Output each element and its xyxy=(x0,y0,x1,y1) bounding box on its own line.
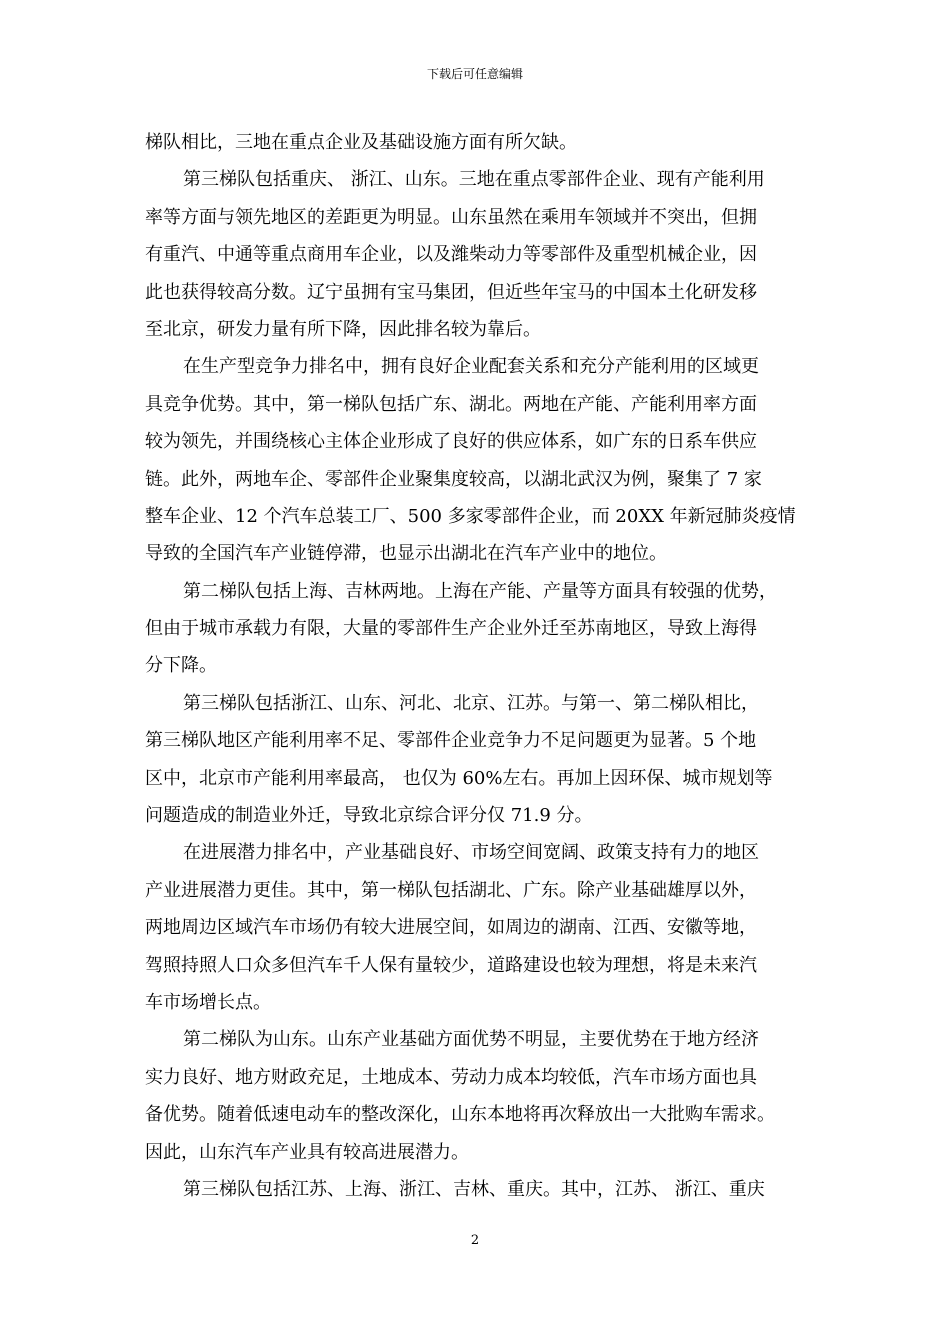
page-header: 下载后可任意编辑 xyxy=(426,67,523,81)
text-line: 产业进展潜力更佳。其中，第一梯队包括湖北、广东。除产业基础雄厚以外， xyxy=(145,879,757,901)
text-line: 分下降。 xyxy=(145,655,217,677)
text-line: 整车企业、12 个汽车总装工厂、500 多家零部件企业，而 20XX 年新冠肺炎疫情 xyxy=(145,505,796,527)
text-line: 车市场增长点。 xyxy=(145,991,271,1013)
text-line: 区中，北京市产能利用率最高， 也仅为 60%左右。再加上因环保、城市规划等 xyxy=(145,767,773,789)
text-line: 具竞争优势。其中，第一梯队包括广东、湖北。两地在产能、产能利用率方面 xyxy=(145,393,757,415)
text-line: 问题造成的制造业外迁，导致北京综合评分仅 71.9 分。 xyxy=(145,805,593,827)
text-line: 导致的全国汽车产业链停滞，也显示出湖北在汽车产业中的地位。 xyxy=(145,543,667,565)
page-number: 2 xyxy=(470,1233,480,1248)
paragraph-start-line: 在生产型竞争力排名中，拥有良好企业配套关系和充分产能利用的区域更 xyxy=(183,356,759,378)
text-line: 较为领先，并围绕核心主体企业形成了良好的供应体系，如广东的日系车供应 xyxy=(145,431,757,453)
text-line: 率等方面与领先地区的差距更为明显。山东虽然在乘用车领域并不突出，但拥 xyxy=(145,206,757,228)
text-line: 两地周边区域汽车市场仍有较大进展空间，如周边的湖南、江西、安徽等地， xyxy=(145,917,757,939)
text-line: 因此，山东汽车产业具有较高进展潜力。 xyxy=(145,1141,469,1163)
paragraph-start-line: 第三梯队包括江苏、上海、浙江、吉林、重庆。其中，江苏、 浙江、重庆 xyxy=(183,1178,765,1200)
text-line: 驾照持照人口众多但汽车千人保有量较少，道路建设也较为理想，将是未来汽 xyxy=(145,954,757,976)
text-line: 备优势。随着低速电动车的整改深化，山东本地将再次释放出一大批购车需求。 xyxy=(145,1104,775,1126)
text-line: 此也获得较高分数。辽宁虽拥有宝马集团，但近些年宝马的中国本土化研发移 xyxy=(145,281,757,303)
text-line: 第三梯队地区产能利用率不足、零部件企业竞争力不足问题更为显著。5 个地 xyxy=(145,730,757,752)
text-line: 梯队相比，三地在重点企业及基础设施方面有所欠缺。 xyxy=(145,132,577,153)
text-line: 至北京，研发力量有所下降，因此排名较为靠后。 xyxy=(145,318,541,340)
paragraph-start-line: 在进展潜力排名中，产业基础良好、市场空间宽阔、政策支持有力的地区 xyxy=(183,842,759,864)
text-line: 但由于城市承载力有限，大量的零部件生产企业外迁至苏南地区，导致上海得 xyxy=(145,618,757,640)
text-line: 有重汽、中通等重点商用车企业，以及潍柴动力等零部件及重型机械企业，因 xyxy=(145,244,757,266)
paragraph-start-line: 第三梯队包括重庆、 浙江、山东。三地在重点零部件企业、现有产能利用 xyxy=(183,169,765,191)
document-body xyxy=(145,124,805,1208)
paragraph-start-line: 第二梯队包括上海、吉林两地。上海在产能、产量等方面具有较强的优势， xyxy=(183,580,777,602)
paragraph-start-line: 第二梯队为山东。山东产业基础方面优势不明显，主要优势在于地方经济 xyxy=(183,1029,759,1051)
paragraph-start-line: 第三梯队包括浙江、山东、河北、北京、江苏。与第一、第二梯队相比， xyxy=(183,692,759,714)
text-line: 实力良好、地方财政充足，土地成本、劳动力成本均较低，汽车市场方面也具 xyxy=(145,1066,757,1088)
text-line: 链。此外，两地车企、零部件企业聚集度较高，以湖北武汉为例，聚集了 7 家 xyxy=(145,468,762,490)
